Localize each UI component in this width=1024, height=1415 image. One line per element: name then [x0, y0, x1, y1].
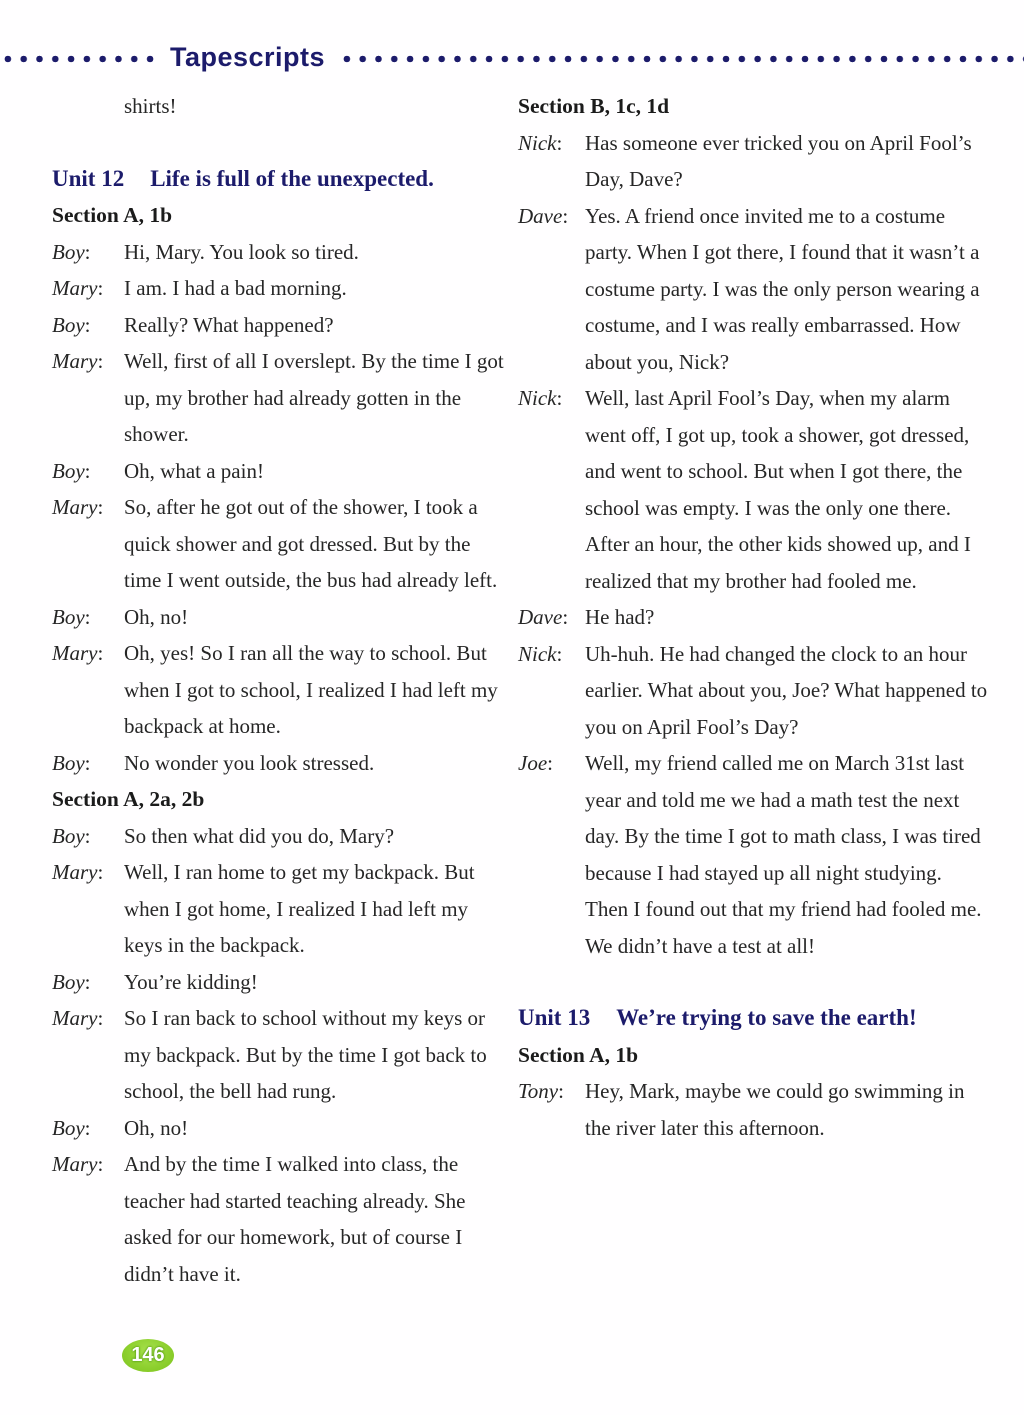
speaker-colon: :	[84, 458, 91, 483]
speaker-name: Dave	[518, 203, 563, 228]
speaker-name: Boy	[52, 969, 85, 994]
unit-number: Unit 12	[52, 165, 125, 191]
dialogue-line	[52, 489, 504, 599]
speaker-colon: :	[84, 312, 91, 337]
speaker-label	[52, 1110, 124, 1147]
dialogue-text: Oh, no!	[124, 1115, 189, 1140]
speaker-name: Boy	[52, 1115, 85, 1140]
dialogue-text: Well, my friend called me on March 31st last year and told me we had a math test the next day. By the time I got to math class, I was tired because I had stayed up all night studying. Then I found out that my friend had fooled me. We didn’t have a test at all!	[585, 751, 982, 958]
speaker-colon: :	[97, 349, 104, 373]
speaker-name: Mary	[52, 349, 98, 373]
speaker-label	[518, 198, 585, 235]
speaker-label	[518, 745, 585, 782]
speaker-label	[518, 125, 585, 162]
speaker-name: Boy	[52, 458, 85, 483]
dialogue-line	[52, 1000, 504, 1110]
dialogue-text: Oh, yes! So I ran all the way to school. But when I got to school, I realized I had left my backpack at home.	[124, 641, 498, 738]
speaker-colon: :	[558, 1079, 564, 1103]
speaker-label	[52, 307, 124, 344]
speaker-name: Tony	[518, 1079, 559, 1103]
section-heading: Section A, 1b	[52, 203, 173, 227]
dialogue-text: So then what did you do, Mary?	[124, 823, 395, 848]
speaker-label	[52, 1000, 124, 1037]
speaker-name: Joe	[518, 751, 548, 775]
speaker-name: Mary	[52, 276, 98, 300]
speaker-name: Mary	[52, 1152, 98, 1176]
speaker-name: Nick	[518, 386, 557, 410]
dialogue-line	[52, 270, 504, 307]
speaker-colon: :	[556, 130, 563, 155]
speaker-name: Boy	[52, 312, 85, 337]
speaker-label	[52, 635, 124, 672]
dialogue-text: He had?	[585, 605, 655, 629]
speaker-colon: :	[547, 751, 553, 775]
dialogue-line	[52, 635, 504, 745]
speaker-label	[52, 343, 124, 380]
speaker-label	[52, 599, 124, 636]
dialogue-text: Well, first of all I overslept. By the time I got up, my brother had already gotten in the shower.	[124, 349, 504, 446]
speaker-colon: :	[97, 860, 104, 884]
speaker-label	[52, 745, 124, 782]
unit-title: We’re trying to save the earth!	[616, 1005, 917, 1030]
dialogue-text: You’re kidding!	[124, 969, 258, 994]
speaker-name: Nick	[518, 641, 557, 666]
page-header	[0, 0, 1024, 76]
dialogue-line	[52, 745, 504, 782]
dialogue-text: Uh-huh. He had changed the clock to an hour earlier. What about you, Joe? What happened to you on April Fool’s Day?	[585, 641, 988, 739]
speaker-label	[518, 1073, 585, 1110]
speaker-name: Mary	[52, 641, 98, 665]
speaker-name: Mary	[52, 495, 98, 519]
speaker-name: Boy	[52, 750, 85, 775]
speaker-colon: :	[556, 641, 563, 666]
section-heading: Section A, 1b	[518, 1042, 639, 1067]
dialogue-line	[52, 854, 504, 964]
speaker-colon: :	[84, 823, 91, 848]
section-heading: Section B, 1c, 1d	[518, 94, 670, 118]
unit-number: Unit 13	[518, 1005, 591, 1030]
speaker-colon: :	[84, 604, 91, 629]
dialogue-line	[52, 343, 504, 453]
right-column	[518, 88, 988, 1292]
dialogue-line	[518, 745, 988, 964]
speaker-colon: :	[97, 276, 104, 300]
dialogue-text: And by the time I walked into class, the teacher had started teaching already. She asked for our homework, but of course I didn’t have it.	[124, 1152, 466, 1286]
unit-heading	[52, 161, 504, 198]
dialogue-line	[518, 636, 988, 746]
dialogue-text: Really? What happened?	[124, 312, 334, 337]
dialogue-line	[52, 234, 504, 271]
speaker-colon: :	[562, 605, 569, 629]
dialogue-line	[52, 818, 504, 855]
dialogue-line	[52, 599, 504, 636]
dialogue-text: Oh, no!	[124, 604, 189, 629]
dialogue-line	[518, 1073, 988, 1146]
dialogue-text: I am. I had a bad morning.	[124, 276, 347, 300]
speaker-colon: :	[562, 203, 569, 228]
dialogue-line	[518, 198, 988, 381]
speaker-label	[518, 636, 585, 673]
dialogue-line	[52, 1146, 504, 1292]
dialogue-text: So, after he got out of the shower, I took a quick shower and got dressed. But by the time I went outside, the bus had already left.	[124, 495, 498, 592]
dialogue-line	[518, 125, 988, 198]
dialogue-text: Well, I ran home to get my backpack. But when I got home, I realized I had left my keys in the backpack.	[124, 860, 475, 957]
dialogue-text: Has someone ever tricked you on April Fool’s Day, Dave?	[585, 130, 972, 191]
speaker-name: Nick	[518, 130, 557, 155]
dialogue-line	[52, 453, 504, 490]
dialogue-text: No wonder you look stressed.	[124, 750, 375, 775]
continuation-line	[52, 88, 504, 125]
speaker-colon: :	[556, 386, 563, 410]
dialogue-text: shirts!	[124, 94, 177, 118]
speaker-colon: :	[97, 641, 104, 665]
speaker-colon: :	[97, 495, 104, 519]
unit-heading	[518, 1000, 988, 1037]
speaker-label	[52, 234, 124, 271]
speaker-colon: :	[84, 239, 91, 264]
speaker-name: Boy	[52, 604, 85, 629]
left-column	[52, 88, 504, 1292]
speaker-label	[518, 599, 585, 636]
dialogue-text: Hey, Mark, maybe we could go swimming in the river later this afternoon.	[585, 1079, 965, 1140]
dialogue-line	[518, 599, 988, 636]
speaker-colon: :	[84, 1115, 91, 1140]
two-column-text	[0, 88, 1024, 1292]
header-dotted-rule-left	[0, 55, 158, 63]
speaker-label	[52, 818, 124, 855]
speaker-colon: :	[84, 750, 91, 775]
section-heading: Section A, 2a, 2b	[52, 787, 205, 811]
speaker-label	[52, 270, 124, 307]
speaker-name: Boy	[52, 239, 85, 264]
dialogue-text: Oh, what a pain!	[124, 458, 264, 483]
dialogue-line	[52, 1110, 504, 1147]
dialogue-text: Hi, Mary. You look so tired.	[124, 239, 359, 264]
speaker-name: Mary	[52, 1006, 98, 1030]
dialogue-line	[518, 380, 988, 599]
speaker-label	[52, 854, 124, 891]
speaker-colon: :	[97, 1152, 104, 1176]
dialogue-text: So I ran back to school without my keys or my backpack. But by the time I got back to school, the bell had rung.	[124, 1006, 487, 1103]
dialogue-line	[52, 307, 504, 344]
dialogue-text: Well, last April Fool’s Day, when my alarm went off, I got up, took a shower, got dressed, and went to school. But when I got there, the school was empty. I was the only one there. After an hour, the other kids showed up, and I realized that my brother had fooled me.	[585, 386, 971, 593]
speaker-label	[52, 964, 124, 1001]
unit-title: Life is full of the unexpected.	[150, 165, 434, 191]
speaker-label	[52, 453, 124, 490]
speaker-name: Boy	[52, 823, 85, 848]
page-number-badge: 146	[122, 1339, 174, 1372]
dialogue-text: Yes. A friend once invited me to a costume party. When I got there, I found that it wasn’t a costume party. I was the only person wearing a costume, and I was really embarrassed. How about you, Nick?	[585, 203, 980, 374]
speaker-name: Mary	[52, 860, 98, 884]
speaker-colon: :	[97, 1006, 104, 1030]
speaker-label	[518, 380, 585, 417]
header-dotted-rule-right	[339, 55, 1024, 63]
speaker-label	[52, 489, 124, 526]
speaker-label	[52, 1146, 124, 1183]
speaker-colon: :	[84, 969, 91, 994]
dialogue-line	[52, 964, 504, 1001]
page-title: Tapescripts	[170, 41, 326, 72]
speaker-name: Dave	[518, 605, 563, 629]
